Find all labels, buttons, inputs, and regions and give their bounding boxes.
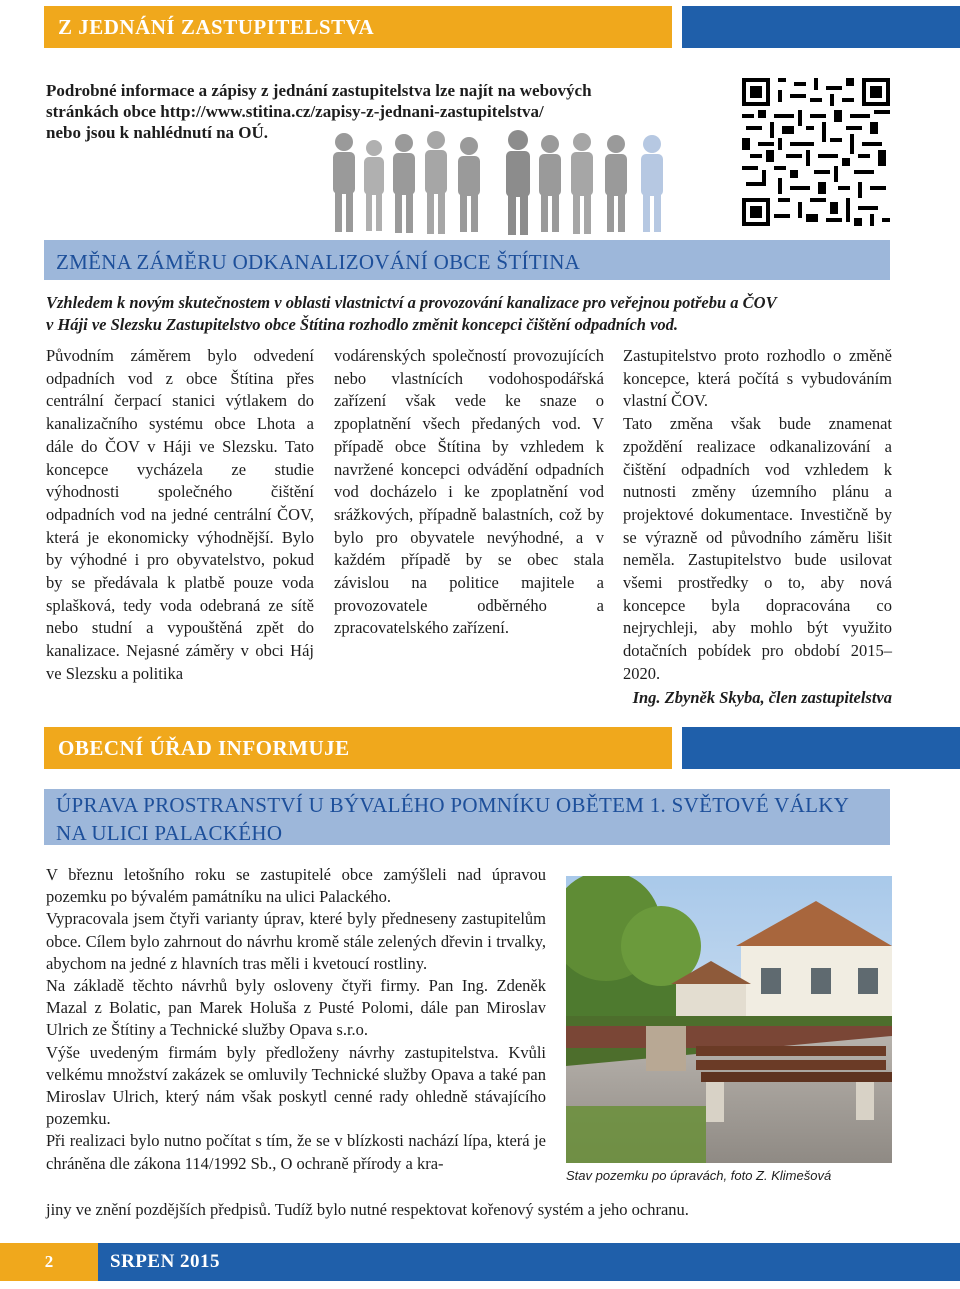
silhouette-person <box>425 131 447 234</box>
people-silhouettes-illustration <box>326 128 696 236</box>
section-title: OBECNÍ ÚŘAD INFORMUJE <box>58 736 350 760</box>
lead-line: Vzhledem k novým skutečnostem v oblasti vlastnictví a provozování kanalizace pro veřejnou potřebu a ČOV <box>46 293 777 312</box>
header-accent-bar <box>682 6 960 48</box>
silhouette-person <box>506 130 530 235</box>
section-title: Z JEDNÁNÍ ZASTUPITELSTVA <box>58 15 375 39</box>
paragraph: Zastupitelstvo proto rozhodlo o změně koncepce, která počítá s vybudováním vlastní ČOV. <box>623 346 892 411</box>
silhouette-person <box>458 137 480 232</box>
qr-code <box>742 78 890 226</box>
article-column-3 <box>623 345 892 686</box>
section-header-z-jednani <box>44 6 672 48</box>
silhouette-person <box>393 134 415 233</box>
header-accent-bar <box>682 727 960 769</box>
silhouette-person <box>571 133 593 234</box>
silhouette-person <box>364 140 384 231</box>
paragraph: V březnu letošního roku se zastupitelé obce zamýšleli nad úpravou pozemku po bývalém památníku na ulici Palackého. <box>46 865 546 907</box>
article-lead <box>46 292 926 336</box>
paragraph: Tato změna však bude znamenat zpoždění realizace odkanalizování a čištění odpadních vod vzhledem k nutnosti změny územního plánu a projektové dokumentace. Investičně by se výrazně od původního záměru lišit neměla. Zastupitelstvo bude usilovat všemi prostředky o to, aby nová koncepce byla dopracována co nejrychleji, aby mohlo být využito dotačních pobídek pro období 2015–2020. <box>623 414 892 683</box>
paragraph: Vypracovala jsem čtyři varianty úprav, které byly předneseny zastupitelům obce. Cílem bylo zahrnout do návrhu kromě stále zelených dřevin i trvalky, abychom na jedné z hlavních tras měli i kvetoucí rostliny. <box>46 909 546 973</box>
lead-line: v Háji ve Slezsku Zastupitelstvo obce Štítina rozhodlo změnit koncepci čištění odpadních vod. <box>46 315 679 334</box>
article-body <box>46 864 546 1175</box>
page-number: 2 <box>0 1243 98 1281</box>
silhouette-person <box>539 135 561 232</box>
issue-label: SRPEN 2015 <box>98 1243 960 1281</box>
article-title-bar <box>44 789 890 845</box>
article-title-line: ÚPRAVA PROSTRANSTVÍ U BÝVALÉHO POMNÍKU OBĚTEM 1. SVĚTOVÉ VÁLKY <box>56 793 850 817</box>
photo-caption: Stav pozemku po úpravách, foto Z. Klimešová <box>566 1168 832 1183</box>
article-signature: Ing. Zbyněk Skyba, člen zastupitelstva <box>632 688 892 707</box>
article-title: ZMĚNA ZÁMĚRU ODKANALIZOVÁNÍ OBCE ŠTÍTINA <box>56 250 581 274</box>
intro-line: Podrobné informace a zápisy z jednání zastupitelstva lze najít na webových <box>46 81 592 100</box>
article-column-1 <box>46 345 314 685</box>
paragraph: vodárenských společností provozujících nebo vlastnících vodohospodářská zařízení však vede ke snaze o zpoplatnění všech předaných vod. V případě obce Štítina by vzhledem k navržené koncepci odvádění odpadních vod docházelo i ke zpoplatnění vod srážkových, případně balastních, což by bylo pro obyvatele nevýhodné, a v každém případě by se obec stala závislou na politice majitele a provozovatele odběrného a zpracovatelského zařízení. <box>334 346 604 638</box>
paragraph: Původním záměrem bylo odvedení odpadních vod z obce Štítina přes centrální čerpací stanici výtlakem do kanalizačního systému obce Lhota a dále do ČOV v Háji ve Slezsku. Tato koncepce vycházela ze studie výhodnosti společného čištění odpadních vod na jedné centrální ČOV, která je ekonomicky výhodnější. Bylo by výhodné i pro obyvatelstvo, pokud by se předávala k platbě pouze voda splašková, tedy voda odebraná ze sítě nebo studní a vypouštěná zpět do kanalizace. Nejasné záměry v obci Háj ve Slezsku a politika <box>46 346 314 683</box>
silhouette-person <box>641 135 663 232</box>
article-column-2 <box>334 345 604 640</box>
article-title-bar <box>44 240 890 280</box>
park-bench-photo <box>566 876 892 1163</box>
silhouette-person <box>333 133 355 232</box>
paragraph: Výše uvedeným firmám byly předloženy návrhy zastupitelstva. Kvůli velkému množství zakázek se omluvily Technické služby Opava a také pan Miroslav Ulrich, který nám však poskytl cenné rady ohledně stávajícího pozemku. <box>46 1042 546 1129</box>
article-title-line: NA ULICI PALACKÉHO <box>56 821 283 845</box>
section-header-obecni-urad <box>44 727 672 769</box>
paragraph: Při realizaci bylo nutno počítat s tím, že se v blízkosti nachází lípa, která je chráněna dle zákona 114/1992 Sb., O ochraně přírody a kra- <box>46 1131 546 1173</box>
silhouette-person <box>605 135 627 232</box>
paragraph: Na základě těchto návrhů byly osloveny čtyři firmy. Pan Ing. Zdeněk Mazal z Bolatic, pan Marek Holuša z Pusté Polomi, dále pan Miroslav Ulrich ze Štítiny a Technické služby Opava s.r.o. <box>46 976 546 1040</box>
intro-line: stránkách obce http://www.stitina.cz/zapisy-z-jednani-zastupitelstva/ <box>46 102 544 121</box>
article-last-line: jiny ve znění pozdějších předpisů. Tudíž bylo nutné respektovat kořenový systém a jeho ochranu. <box>46 1200 689 1219</box>
intro-line: nebo jsou k nahlédnutí na OÚ. <box>46 123 269 142</box>
